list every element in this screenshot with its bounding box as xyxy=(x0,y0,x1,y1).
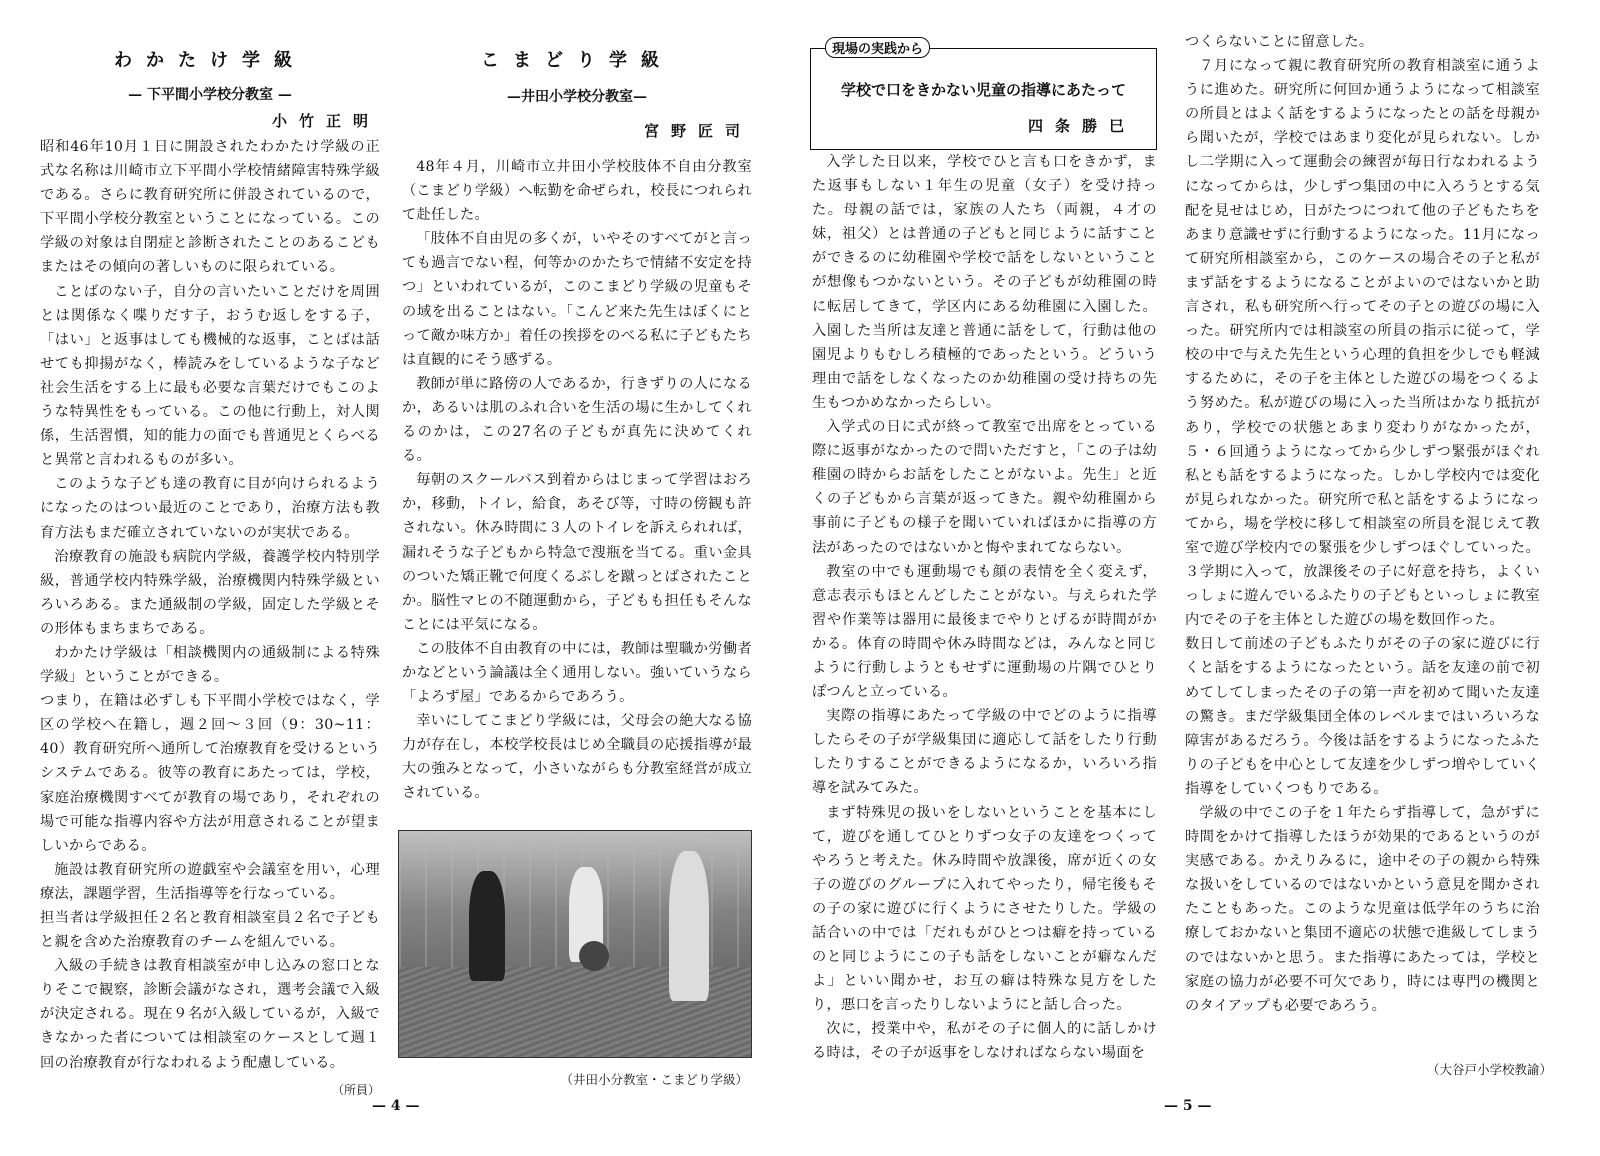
author-role: （大谷戸小学校教諭） xyxy=(1426,1062,1552,1077)
page-number: — 4 — xyxy=(372,1098,420,1114)
paragraph: つくらないことに留意した。 xyxy=(1185,34,1374,50)
article-wakatake xyxy=(40,40,380,1098)
article-header-box xyxy=(810,42,1157,150)
article-column-1 xyxy=(812,150,1157,1066)
paragraph: 入学した日以来，学校でひと言も口をきかず，また返事もしない１年生の児童（女子）を受け持った。母親の話では，家族の人たち（両親，４才の妹，祖父）とは普通の子どもと同じように話すことができるのに幼稚園や学校で話をしないということが想像もつかないという。その子どもが幼稚園の時に転居してきて，学区内にある幼稚園に入園した。入園した当所は友達と普通に話をして，行動は他の園児よりもむしろ積極的であったという。どういう理由で話をしなくなったのか幼稚園の受け持ちの先生もつかめなかったらしい。 xyxy=(812,154,1157,411)
article-title: 学校で口をきかない児童の指導にあたって xyxy=(840,81,1126,99)
article-subtitle: — 下平間小学校分教室 — xyxy=(128,87,292,103)
paragraph: 昭和46年10月１日に開設されたわかたけ学級の正式な名称は川崎市立下平間小学校情緒障害特殊学級である。さらに教育研究所に併設されているので，下平間小学校分教室ということになっている。この学級の対象は自閉症と診断されたことのあるこどもまたはその傾向の著しいものに限られている。 xyxy=(40,139,380,276)
article-author: 宮野匠司 xyxy=(643,122,752,140)
paragraph: ことばのない子，自分の言いたいことだけを周囲とは関係なく喋りだす子，おうむ返しをする子，「はい」と返事はしても機械的な返事，ことばは話せても抑揚がなく，棒読みをしているような子など社会生活をする上に最も必要な言葉だけでもこのような特異性をもっている。この他に行動上，対人関係，生活習慣，知的能力の面でも普通児とくらべると異常と言われるものが多い。 xyxy=(40,283,380,469)
paragraph: まず特殊児の扱いをしないということを基本にして，遊びを通してひとりずつ女子の友達をつくってやろうと考えた。休み時間や放課後，席が近くの女子の遊びのグループに入れてやったり，帰宅後もその子の家に遊びに行くようにさせたりした。学級の話合いの中では「だれもがひとつは癖を持っているのと同じようにこの子も話をしないことが癖なんだよ」といい聞かせ，お互の癖は特殊な見方をしたり，悪口を言ったりしないようにと話し合った。 xyxy=(812,804,1157,1014)
article-title: こまどり学級 xyxy=(481,50,673,71)
photo-ball xyxy=(579,941,609,971)
paragraph: つまり，在籍は必ずしも下平間小学校ではなく，学区の学校へ在籍し，週２回～３回（9：30~11：40）教育研究所へ通所して治療教育を受けるというシステムである。彼等の教育にあたっては，学校，家庭治療機関すべてが教育の場であり，それぞれの場で可能な指導内容や方法が用意されることが望ましいからである。 xyxy=(40,693,380,854)
author-role: （所員） xyxy=(331,1082,380,1097)
article-column-2 xyxy=(1185,30,1540,1018)
paragraph: わかたけ学級は「相談機関内の通級制による特殊学級」ということができる。 xyxy=(40,644,380,686)
paragraph: 学級の中でこの子を１年たらず指導して，急がずに時間をかけて指導したほうが効果的であるというのが実感である。かえりみるに，途中その子の親から特殊な扱いをしているのではないかという意見を聞かされたこともあった。このような児童は低学年のうちに治療しておかないと集団不適応の状態で進級してしまうのではないかと思う。また指導にあたっては，学校と家庭の協力が必要不可欠であり，時には専門の機関とのタイアップも必要であろう。 xyxy=(1185,805,1540,1014)
article-subtitle: —井田小学校分教室— xyxy=(507,89,647,105)
paragraph: 48年４月，川崎市立井田小学校肢体不自由分教室（こまどり学級）へ転勤を命ぜられ，校長につれられて赴任した。 xyxy=(402,159,752,224)
paragraph: 治療教育の施設も病院内学級，養護学校内特別学級，普通学校内特殊学級，治療機関内特殊学級といろいろある。また通級制の学級，固定した学級とその形体もまちまちである。 xyxy=(40,548,380,637)
paragraph: 施設は教育研究所の遊戯室や会議室を用い，心理療法，課題学習，生活指導等を行なっている。 xyxy=(40,861,380,902)
photo-figure xyxy=(669,851,709,1001)
paragraph: 幸いにしてこまどり学級には，父母会の絶大なる協力が存在し，本校学校長はじめ全職員の応援指導が最大の強みとなって，小さいながらも分教室経営が成立されている。 xyxy=(402,713,752,802)
paragraph: 入学式の日に式が終って教室で出席をとっている際に返事がなかったので問いただすと，「この子は幼稚園の時からお話をしたことがないよ。先生」と近くの子どもから言葉が返ってきた。親や幼稚園から事前に子どもの様子を聞いていればほかに指導の方法があったのではないかと悔やまれてならない。 xyxy=(812,419,1157,556)
page-number: — 5 — xyxy=(1164,1098,1212,1114)
paragraph: 毎朝のスクールバス到着からはじまって学習はおろか，移動，トイレ，給食，あそび等，寸時の傍観も許されない。休み時間に３人のトイレを訴えられれば，漏れそうな子どもから特急で溲瓶を当てる。重い金具のついた矯正靴で何度くるぶしを蹴っとばされたことか。脳性マヒの不随運動から，子どもも担任もそんなことには平気になる。 xyxy=(402,472,752,633)
section-label: 現場の実践から xyxy=(825,37,930,58)
paragraph: 教室の中でも運動場でも顔の表情を全く変えず，意志表示もほとんどしたことがない。与えられた学習や作業等は器用に最後までやりとげるが時間がかかる。体育の時間や休み時間などは，みんなと同じように行動しようともせずに運動場の片隅でひとりぽつんと立っている。 xyxy=(812,563,1157,701)
article-komadori xyxy=(402,40,752,806)
paragraph: 入級の手続きは教育相談室が申し込みの窓口となりそこで観察，診断会議がなされ，選考会議で入級が決定される。現在９名が入級しているが，入級できなかった者については相談室のケースとして週１回の治療教育が行なわれるよう配慮している。 xyxy=(40,958,380,1071)
paragraph: 実際の指導にあたって学級の中でどのように指導したらその子が学級集団に適応して話をしたり行動したりすることができるようになるか，いろいろ指導を試みてみた。 xyxy=(812,708,1157,797)
paragraph: 次に，授業中や，私がその子に個人的に話しかける時は，その子が返事をしなければならない場面を xyxy=(812,1021,1157,1062)
photo-caption: （井田小分教室・こまどり学級） xyxy=(560,1072,748,1087)
paragraph: 数日して前述の子どもふたりがその子の家に遊びに行くと話をするようになったという。話を友達の前で初めてしてしまったその子の第一声を初めて聞いた友達の驚き。まだ学級集団全体のレベルまではいろいろな障害があるだろう。今後は話をするようになったふたりの子どもを中心として友達を少しずつ増やしていく指導をしていくつもりである。 xyxy=(1185,636,1540,797)
paragraph: 担当者は学級担任２名と教育相談室員２名で子どもと親を含めた治療教育のチームを組んでいる。 xyxy=(40,910,380,951)
article-author: 小竹正明 xyxy=(271,112,380,130)
paragraph: 「肢体不自由児の多くが，いやそのすべてがと言っても過言でない程，何等かのかたちで情緒不安定を持つ」といわれているが，このこまどり学級の児童もその域を出ることはない。「こんど来た先生はぼくにとって敵か味方か」着任の挨拶をのべる私に子どもたちは直観的にそう感ずる。 xyxy=(402,231,752,368)
paragraph: このような子ども達の教育に目が向けられるようになったのはつい最近のことであり，治療方法も教育方法もまだ確立されていないのが実状である。 xyxy=(40,476,380,541)
paragraph: この肢体不自由教育の中には，教師は聖職か労働者かなどという論議は全く通用しない。強いていうなら「よろず屋」であるからであろう。 xyxy=(402,640,752,706)
paragraph: 教師が単に路傍の人であるか，行きずりの人になるか，あるいは肌のふれ合いを生活の場に生かしてくれるのかは，この27名の子どもが真先に決めてくれる。 xyxy=(402,375,752,465)
article-title: わかたけ学級 xyxy=(114,50,306,71)
photo-figure xyxy=(469,871,505,981)
classroom-photo xyxy=(398,830,752,1058)
paragraph: ７月になって親に教育研究所の教育相談室に通うように進めた。研究所に何回か通うようになって相談室の所員とはよく話をするようになったとの話を母親から聞いたが，学校ではあまり変化が見られない。しかし二学期に入って運動会の練習が毎日行なわれるようになってからは，少しずつ集団の中に入ろうとする気配を見せはじめ，日がたつにつれて他の子どもたちをあまり意識せずに行動するようになった。11月になって研究所相談室から，このケースの場合その子と私がまず話をするようになることがよいのではないかと助言され，私も研究所へ行ってその子との遊びの場に入った。研究所内では相談室の所員の指示に従って，学校の中で与えた先生という心理的負担を少しでも軽減するために，その子を主体とした遊びの場をつくるよう努めた。私が遊びの場に入った当所はかなり抵抗があり，学校での状態とあまり変わりがなかったが，５・６回通うようになってから少しずつ緊張がほぐれ私とも話をするようになった。しかし学校内では変化が見られなかった。研究所で私と話をするようになってから，場を学校に移して相談室の所員を混じえて教室で遊び学校内での緊張を少しずつほぐしていった。３学期に入って，放課後その子に好意を持ち，よくいっしょに遊んでいるふたりの子どもといっしょに教室内でその子を主体とした遊びの場を数回作った。 xyxy=(1185,58,1540,629)
article-author: 四条勝巳 xyxy=(1027,117,1136,135)
